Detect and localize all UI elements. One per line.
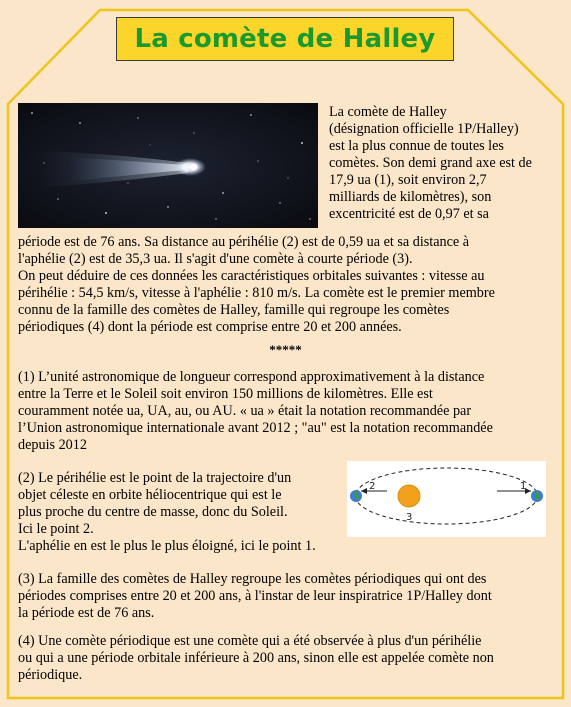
intro-line: comètes. Son demi grand axe est de	[329, 155, 532, 171]
body-line: périodiques (4) dont la période est comprise entre 20 et 200 années.	[18, 319, 402, 335]
note-1	[18, 369, 493, 454]
diagram-label-1: 1	[520, 481, 527, 492]
page-title: La comète de Halley	[134, 24, 436, 54]
intro-line: est la plus connue de toutes les	[329, 138, 504, 154]
body-line: période est de 76 ans. Sa distance au périhélie (2) est de 0,59 ua et sa distance à	[18, 234, 470, 250]
note-2	[18, 470, 316, 555]
body-line: l'aphélie (2) est de 35,3 ua. Il s'agit d'une comète à courte période (3).	[18, 251, 413, 267]
intro-line: (désignation officielle 1P/Halley)	[329, 121, 519, 137]
body-line: On peut déduire de ces données les caractéristiques orbitales suivantes : vitesse au	[18, 268, 485, 284]
note-line: couramment notée ua, UA, au, ou AU. « ua » était la notation recommandée par	[18, 403, 472, 419]
note-line: objet céleste en orbite héliocentrique qui est le	[18, 487, 282, 503]
earth-icon	[350, 490, 362, 502]
intro-line: excentricité est de 0,97 et sa	[329, 206, 489, 222]
body-line: périhélie : 54,5 km/s, vitesse à l'aphélie : 810 m/s. La comète est le premier membre	[18, 285, 495, 301]
note-line: plus proche du centre de masse, donc du Soleil.	[18, 504, 288, 520]
orbit-diagram	[347, 461, 546, 537]
note-line: Ici le point 2.	[18, 521, 94, 537]
comet-photo	[18, 103, 318, 228]
note-line: ou qui a une période orbitale inférieure à 200 ans, sinon elle est appelée comète non	[18, 650, 494, 666]
note-line: la période est de 76 ans.	[18, 605, 155, 621]
earth-icon	[531, 490, 543, 502]
note-4	[18, 633, 494, 684]
separator: *****	[269, 342, 302, 357]
main-paragraph	[18, 234, 495, 336]
note-line: (2) Le périhélie est le point de la trajectoire d'un	[18, 470, 292, 486]
diagram-label-3: 3	[406, 512, 413, 523]
body-line: connu de la famille des comètes de Halley, famille qui regroupe les comètes	[18, 302, 450, 318]
intro-line: 17,9 ua (1), soit environ 2,7	[329, 172, 487, 188]
note-line: (4) Une comète périodique est une comète qui a été observée à plus d'un périhélie	[18, 633, 482, 649]
note-line: périodes comprises entre 20 et 200 ans, à l'instar de leur inspiratrice 1P/Halley dont	[18, 588, 492, 604]
title-box	[116, 17, 454, 61]
intro-line: La comète de Halley	[329, 104, 447, 120]
orbit-ellipse	[356, 468, 538, 524]
note-3	[18, 571, 492, 622]
intro-line: milliards de kilomètres), son	[329, 189, 492, 205]
note-line: L'aphélie en est le plus le plus éloigné, ici le point 1.	[18, 538, 316, 554]
note-line: périodique.	[18, 667, 83, 683]
note-line: (1) L’unité astronomique de longueur correspond approximativement à la distance	[18, 369, 485, 385]
sun-icon	[398, 485, 420, 507]
note-line: (3) La famille des comètes de Halley regroupe les comètes périodiques qui ont des	[18, 571, 487, 587]
note-line: l’Union astronomique internationale avant 2012 ; "au" est la notation recommandée	[18, 420, 493, 436]
intro-paragraph	[329, 104, 532, 223]
diagram-label-2: 2	[369, 481, 376, 492]
note-line: depuis 2012	[18, 437, 87, 453]
note-line: entre la Terre et le Soleil soit environ 150 millions de kilomètres. Elle est	[18, 386, 433, 402]
